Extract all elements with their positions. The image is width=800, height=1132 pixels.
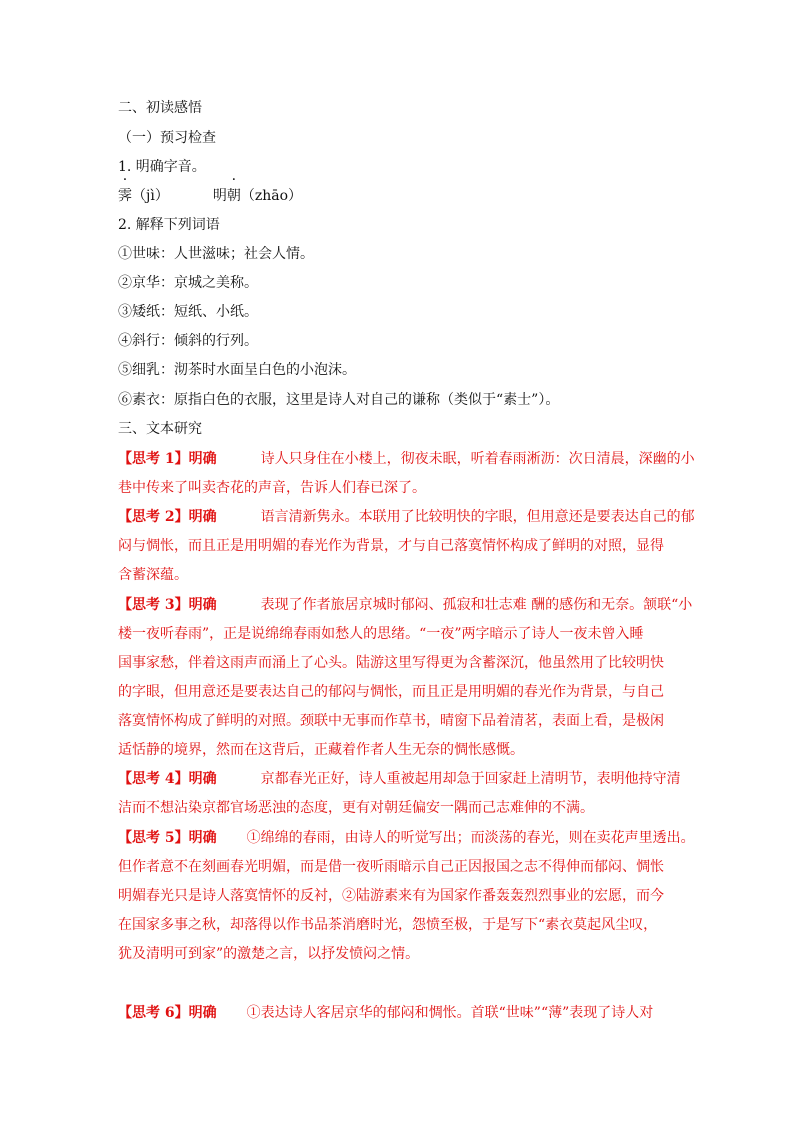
answer-1-line — [118, 449, 695, 469]
answer-6-line — [118, 1003, 653, 1023]
answer-text: 含蓄深蕴。 — [118, 567, 188, 583]
answer-text: 语言清新隽永。本联用了比较明快的字眼，但用意还是要表达自己的郁 — [260, 509, 695, 525]
answer-tag: 【思考 6】明确 — [118, 1005, 217, 1021]
answer-text: 犹及清明可到家”的激楚之言，以抒发愤闷之情。 — [118, 946, 420, 962]
answer-text: 洁而不想沾染京都官场恶浊的态度，更有对朝廷偏安一隅而己志难伸的不满。 — [118, 800, 594, 816]
item-pronunciation: 1. 明确字音。 — [118, 159, 206, 175]
definition-item: ③矮纸：短纸、小纸。 — [118, 304, 258, 320]
pronunciation-line — [118, 186, 302, 206]
answer-tag: 【思考 2】明确 — [118, 509, 217, 525]
answer-text: 巷中传来了叫卖杏花的声音，告诉人们春已深了。 — [118, 480, 426, 496]
definition-item: ④斜行：倾斜的行列。 — [118, 333, 258, 349]
definition-item: ②京华：京城之美称。 — [118, 275, 258, 291]
answer-text: 表现了作者旅居京城时郁闷、孤寂和壮志难 酬的感伤和无奈。颔联“小 — [260, 597, 693, 613]
answer-text: 国事家愁，伴着这雨声而涌上了心头。陆游这里写得更为含蓄深沉，他虽然用了比较明快 — [118, 655, 664, 671]
answer-3-line — [118, 595, 692, 615]
answer-text: 适恬静的境界，然而在这背后，正藏着作者人生无奈的惆怅感慨。 — [118, 742, 524, 758]
definition-item: ①世味：人世滋味；社会人情。 — [118, 246, 314, 262]
section-heading-3: 三、文本研究 — [118, 421, 202, 437]
dotted-char-zhao: 朝 — [226, 188, 241, 204]
answer-text: 京都春光正好，诗人重被起用却急于回家赶上清明节，表明他持守清 — [260, 771, 681, 787]
pinyin-zhao: （zhāo） — [240, 188, 302, 204]
answer-5-line — [118, 828, 695, 848]
answer-4-line — [118, 769, 681, 789]
answer-text: 但作者意不在刻画春光明媚，而是借一夜听雨暗示自己正因报国之志不得伸而郁闷、惆怅 — [118, 859, 664, 875]
answer-text: 诗人只身住在小楼上，彻夜未眠，听着春雨淅沥：次日清晨，深幽的小 — [260, 451, 695, 467]
section-heading-2: 二、初读感悟 — [118, 100, 202, 116]
dotted-char-ji: 霁 — [118, 188, 132, 204]
definition-item: ⑥素衣：原指白色的衣服，这里是诗人对自己的谦称（类似于“素士”）。 — [118, 392, 560, 408]
answer-text: 闷与惆怅，而且正是用明媚的春光作为背景，才与自己落寞情怀构成了鲜明的对照，显得 — [118, 538, 664, 554]
answer-text: 明媚春光只是诗人落寞情怀的反衬，②陆游素来有为国家作番轰轰烈烈事业的宏愿，而今 — [118, 888, 664, 904]
answer-text: ①绵绵的春雨，由诗人的听觉写出；而淡荡的春光，则在卖花声里透出。 — [246, 830, 695, 846]
answer-2-line — [118, 507, 695, 527]
answer-text: 在国家多事之秋，却落得以作书品茶消磨时光，怨愤至极，于是写下“素衣莫起风尘叹， — [118, 917, 658, 933]
item-word-explanations: 2. 解释下列词语 — [118, 217, 220, 233]
answer-tag: 【思考 1】明确 — [118, 451, 217, 467]
answer-text: 落寞情怀构成了鲜明的对照。颈联中无事而作草书，晴窗下品着清茗，表面上看，是极闲 — [118, 713, 664, 729]
definition-item: ⑤细乳：沏茶时水面呈白色的小泡沫。 — [118, 362, 356, 378]
answer-text: 楼一夜听春雨”，正是说绵绵春雨如愁人的思绪。“一夜”两字暗示了诗人一夜未曾入睡 — [118, 626, 644, 642]
subheading-preview-check: （一）预习检查 — [118, 130, 216, 146]
answer-tag: 【思考 5】明确 — [118, 830, 217, 846]
answer-tag: 【思考 3】明确 — [118, 597, 217, 613]
answer-text: ①表达诗人客居京华的郁闷和惆怅。首联“世味”“薄”表现了诗人对 — [246, 1005, 654, 1021]
answer-tag: 【思考 4】明确 — [118, 771, 217, 787]
pinyin-ji: （jì） — [132, 188, 169, 204]
char-ming: 明 — [212, 188, 227, 204]
answer-text: 的字眼，但用意还是要表达自己的郁闷与惆怅，而且正是用明媚的春光作为背景，与自己 — [118, 684, 664, 700]
